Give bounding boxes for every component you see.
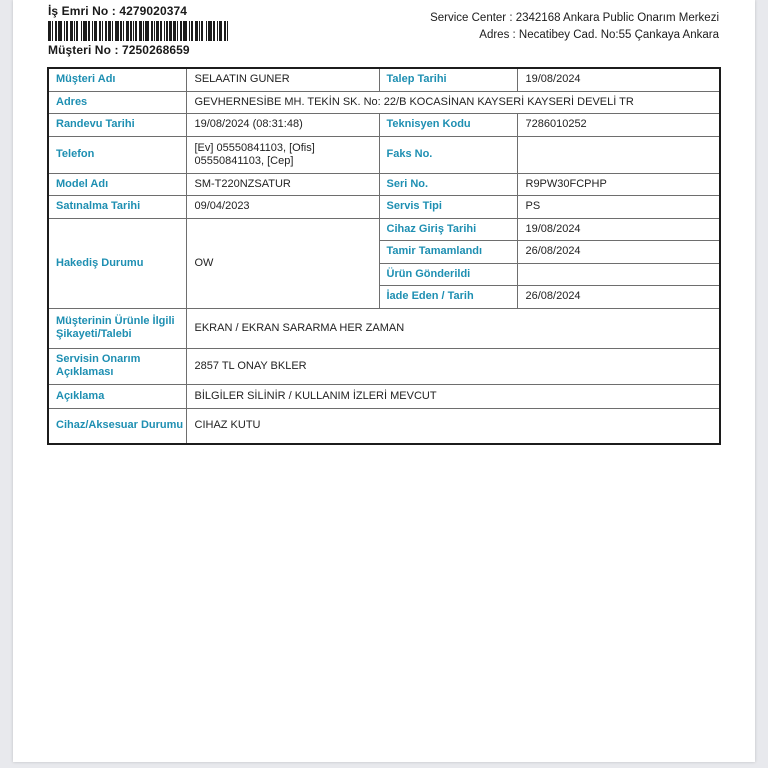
customer-number: Müşteri No : 7250268659 [48, 43, 190, 57]
value-tamir-tamamlandi: 26/08/2024 [517, 240, 720, 263]
label-seri-no: Seri No. [379, 173, 517, 195]
label-iade-eden-tarih: İade Eden / Tarih [379, 285, 517, 308]
label-cihaz-aksesuar: Cihaz/Aksesuar Durumu [48, 408, 186, 444]
value-iade-eden-tarih: 26/08/2024 [517, 285, 720, 308]
value-satinalma-tarihi: 09/04/2023 [186, 195, 379, 218]
value-servis-tipi: PS [517, 195, 720, 218]
table-row [48, 173, 720, 195]
label-telefon: Telefon [48, 136, 186, 173]
table-row [48, 384, 720, 408]
table-row [48, 195, 720, 218]
work-order-number: İş Emri No : 4279020374 [48, 4, 188, 18]
table-row [48, 136, 720, 173]
label-sikayet: Müşterinin Ürünle İlgili Şikayeti/Talebi [48, 308, 186, 348]
table-row [48, 68, 720, 91]
label-tamir-tamamlandi: Tamir Tamamlandı [379, 240, 517, 263]
value-model-adi: SM-T220NZSATUR [186, 173, 379, 195]
service-order-table [47, 67, 721, 445]
value-cihaz-giris-tarihi: 19/08/2024 [517, 218, 720, 240]
value-urun-gonderildi [517, 263, 720, 285]
label-urun-gonderildi: Ürün Gönderildi [379, 263, 517, 285]
service-center-line: Service Center : 2342168 Ankara Public Onarım Merkezi [430, 12, 719, 24]
label-model-adi: Model Adı [48, 173, 186, 195]
barcode-icon [48, 21, 228, 41]
label-adres: Adres [48, 91, 186, 113]
value-musteri-adi: SELAATIN GUNER [186, 68, 379, 91]
label-aciklama: Açıklama [48, 384, 186, 408]
table-row [48, 113, 720, 136]
label-cihaz-giris-tarihi: Cihaz Giriş Tarihi [379, 218, 517, 240]
table-row [48, 218, 720, 240]
value-adres: GEVHERNESİBE MH. TEKİN SK. No: 22/B KOCASİNAN KAYSERİ KAYSERİ DEVELİ TR [186, 91, 720, 113]
value-onarim-aciklamasi: 2857 TL ONAY BKLER [186, 348, 720, 384]
service-address-line: Adres : Necatibey Cad. No:55 Çankaya Ankara [479, 29, 719, 41]
work-order-header [48, 4, 228, 58]
label-faks-no: Faks No. [379, 136, 517, 173]
value-sikayet: EKRAN / EKRAN SARARMA HER ZAMAN [186, 308, 720, 348]
table-row [48, 308, 720, 348]
table-row [48, 348, 720, 384]
table-row [48, 408, 720, 444]
service-center-info [430, 10, 719, 44]
value-seri-no: R9PW30FCPHP [517, 173, 720, 195]
value-aciklama: BİLGİLER SİLİNİR / KULLANIM İZLERİ MEVCUT [186, 384, 720, 408]
label-talep-tarihi: Talep Tarihi [379, 68, 517, 91]
service-order-document [13, 0, 755, 762]
label-satinalma-tarihi: Satınalma Tarihi [48, 195, 186, 218]
value-cihaz-aksesuar: CIHAZ KUTU [186, 408, 720, 444]
value-talep-tarihi: 19/08/2024 [517, 68, 720, 91]
label-onarim-aciklamasi: Servisin Onarım Açıklaması [48, 348, 186, 384]
value-telefon: [Ev] 05550841103, [Ofis] 05550841103, [Cep] [186, 136, 379, 173]
value-faks-no [517, 136, 720, 173]
label-servis-tipi: Servis Tipi [379, 195, 517, 218]
label-musteri-adi: Müşteri Adı [48, 68, 186, 91]
value-hakedis-durumu: OW [186, 218, 379, 308]
table-row [48, 91, 720, 113]
label-hakedis-durumu: Hakediş Durumu [48, 218, 186, 308]
label-randevu-tarihi: Randevu Tarihi [48, 113, 186, 136]
value-teknisyen-kodu: 7286010252 [517, 113, 720, 136]
value-randevu-tarihi: 19/08/2024 (08:31:48) [186, 113, 379, 136]
label-teknisyen-kodu: Teknisyen Kodu [379, 113, 517, 136]
